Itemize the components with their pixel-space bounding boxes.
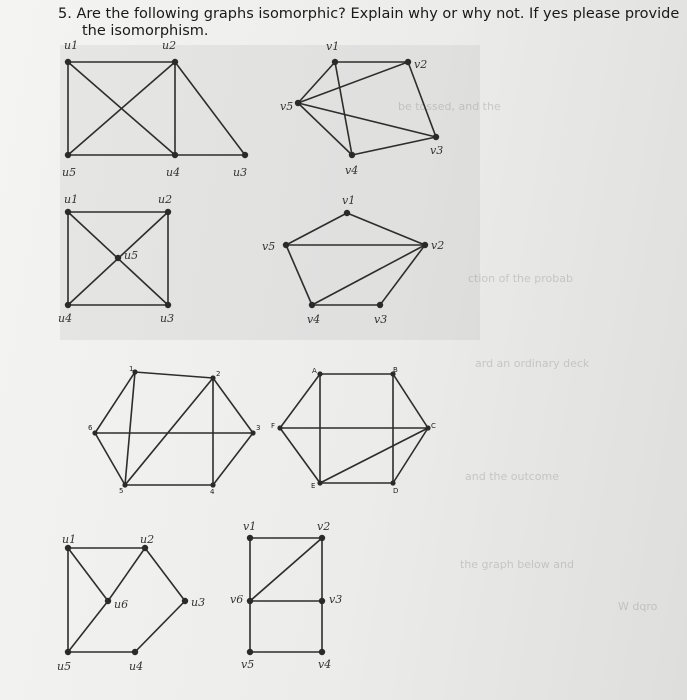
bleed-text-5: the graph below and: [460, 558, 574, 571]
p2-right-v3: v3: [374, 313, 388, 326]
p2-right-v5: v5: [262, 240, 276, 253]
p1-left-u4: u4: [166, 166, 181, 179]
p3-right-c: C: [431, 422, 436, 430]
p3-right-d: D: [393, 487, 399, 495]
p4-right-v5: v5: [241, 658, 255, 671]
p2-left-u3: u3: [160, 312, 175, 325]
p4-right-v1: v1: [243, 520, 257, 533]
graph-3-right-edges: [280, 374, 428, 483]
p1-right-v2: v2: [414, 58, 428, 71]
p4-left-u5: u5: [57, 660, 72, 673]
bleed-text-1: be tossed, and the: [398, 100, 501, 113]
p3-left-4: 4: [210, 488, 215, 496]
p1-right-v5: v5: [280, 100, 294, 113]
p3-right-b: B: [393, 366, 398, 374]
p4-left-u6: u6: [114, 598, 129, 611]
p3-right-e: E: [311, 482, 316, 490]
bleed-text-2: ction of the probab: [468, 272, 573, 285]
p2-left-u1: u1: [64, 193, 79, 206]
p1-right-v1: v1: [326, 40, 340, 53]
question-line-1: Are the following graphs isomorphic? Explain why or why not. If yes please provide: [76, 6, 680, 22]
p3-left-6: 6: [88, 424, 93, 432]
question-line-2: the isomorphism.: [82, 23, 209, 39]
p1-right-v3: v3: [430, 144, 444, 157]
p3-left-1: 1: [129, 365, 134, 373]
p4-left-u1: u1: [62, 533, 77, 546]
p2-right-v1: v1: [342, 194, 356, 207]
p1-left-u5: u5: [62, 166, 77, 179]
graph-2-right-edges: [286, 213, 425, 305]
p2-right-v4: v4: [307, 313, 321, 326]
bleed-text-3: ard an ordinary deck: [475, 357, 590, 370]
p3-left-3: 3: [256, 424, 261, 432]
p2-left-u4: u4: [58, 312, 73, 325]
question-number: 5.: [58, 6, 72, 22]
p3-left-2: 2: [216, 370, 221, 378]
p1-left-u2: u2: [162, 39, 177, 52]
graph-4-right-edges: [250, 538, 322, 652]
p4-right-v2: v2: [317, 520, 331, 533]
p1-left-u3: u3: [233, 166, 248, 179]
p3-right-a: A: [312, 367, 317, 375]
graph-1-left-edges: [68, 62, 245, 155]
p4-right-v4: v4: [318, 658, 332, 671]
graph-3-left-edges: [95, 372, 253, 485]
p2-left-u2: u2: [158, 193, 173, 206]
p4-left-u2: u2: [140, 533, 155, 546]
p3-right-f: F: [271, 422, 276, 430]
p4-right-v6: v6: [230, 593, 244, 606]
p3-left-5: 5: [119, 487, 124, 495]
p4-left-u4: u4: [129, 660, 144, 673]
p4-right-v3: v3: [329, 593, 343, 606]
p1-right-v4: v4: [345, 164, 359, 177]
p2-left-u5: u5: [124, 249, 139, 262]
graph-1-right-edges: [298, 62, 436, 155]
p4-left-u3: u3: [191, 596, 206, 609]
bleed-text-4: and the outcome: [465, 470, 560, 483]
p1-left-u1: u1: [64, 39, 79, 52]
p2-right-v2: v2: [431, 239, 445, 252]
bleed-text-6: W dqro: [618, 600, 658, 613]
